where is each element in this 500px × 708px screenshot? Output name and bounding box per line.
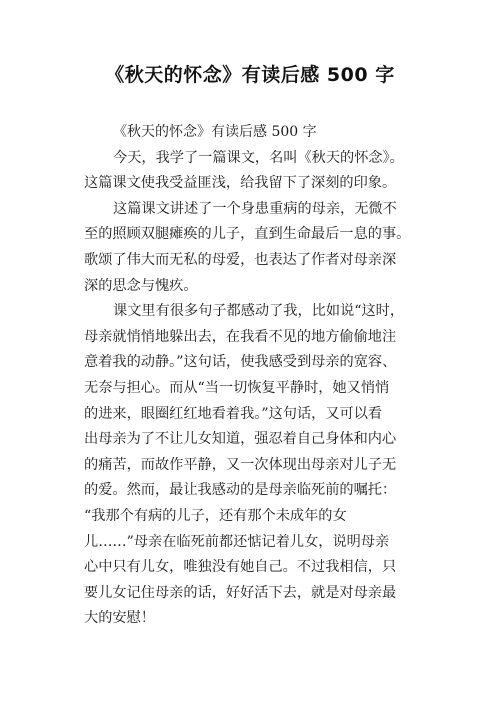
body-text-line: 意着我的动静。”这句话，使我感受到母亲的宽容、 xyxy=(84,354,397,371)
body-text-line: 心中只有儿女，唯独没有她自己。不过我相信，只 xyxy=(84,559,397,576)
body-text-line: 的爱。然而，最让我感动的是母亲临死前的嘱托： xyxy=(84,482,397,499)
body-text-line: 这篇课文讲述了一个身患重病的母亲，无微不 xyxy=(113,200,397,217)
body-text-line: “我那个有病的儿子，还有那个未成年的女 xyxy=(84,507,347,524)
document-body xyxy=(84,120,426,632)
body-text-line: 深的思念与愧疚。 xyxy=(84,277,198,294)
body-text-line: 大的安慰！ xyxy=(84,610,155,627)
body-text-line: 母亲就悄悄地躲出去，在我看不见的地方偷偷地注 xyxy=(84,328,397,345)
body-text-line: 今天，我学了一篇课文，名叫《秋天的怀念》。 xyxy=(113,149,404,166)
body-text-line: 的痛苦，而故作平静，又一次体现出母亲对儿子无 xyxy=(84,456,397,473)
body-text-line: 歌颂了伟大而无私的母爱，也表达了作者对母亲深 xyxy=(84,251,397,268)
body-text-line: 这篇课文使我受益匪浅，给我留下了深刻的印象。 xyxy=(84,175,397,192)
body-text-line: 要儿女记住母亲的话，好好活下去，就是对母亲最 xyxy=(84,584,397,601)
body-text-line: 儿……”母亲在临死前都还惦记着儿女，说明母亲 xyxy=(84,533,390,550)
body-text-line: 出母亲为了不让儿女知道，强忍着自己身体和内心 xyxy=(84,431,397,448)
body-text-line: 课文里有很多句子都感动了我，比如说“这时， xyxy=(113,303,405,320)
body-text-line: 至的照顾双腿瘫痪的儿子，直到生命最后一息的事。 xyxy=(84,226,411,243)
document-subtitle-line: 《秋天的怀念》有读后感 500 字 xyxy=(113,124,317,140)
body-text-line: 的进来，眼圈红红地看着我。”这句话，又可以看 xyxy=(84,405,383,422)
document-title: 《秋天的怀念》有读后感 500 字 xyxy=(105,64,395,86)
body-text-line: 无奈与担心。而从“当一切恢复平静时，她又悄悄 xyxy=(84,379,390,396)
